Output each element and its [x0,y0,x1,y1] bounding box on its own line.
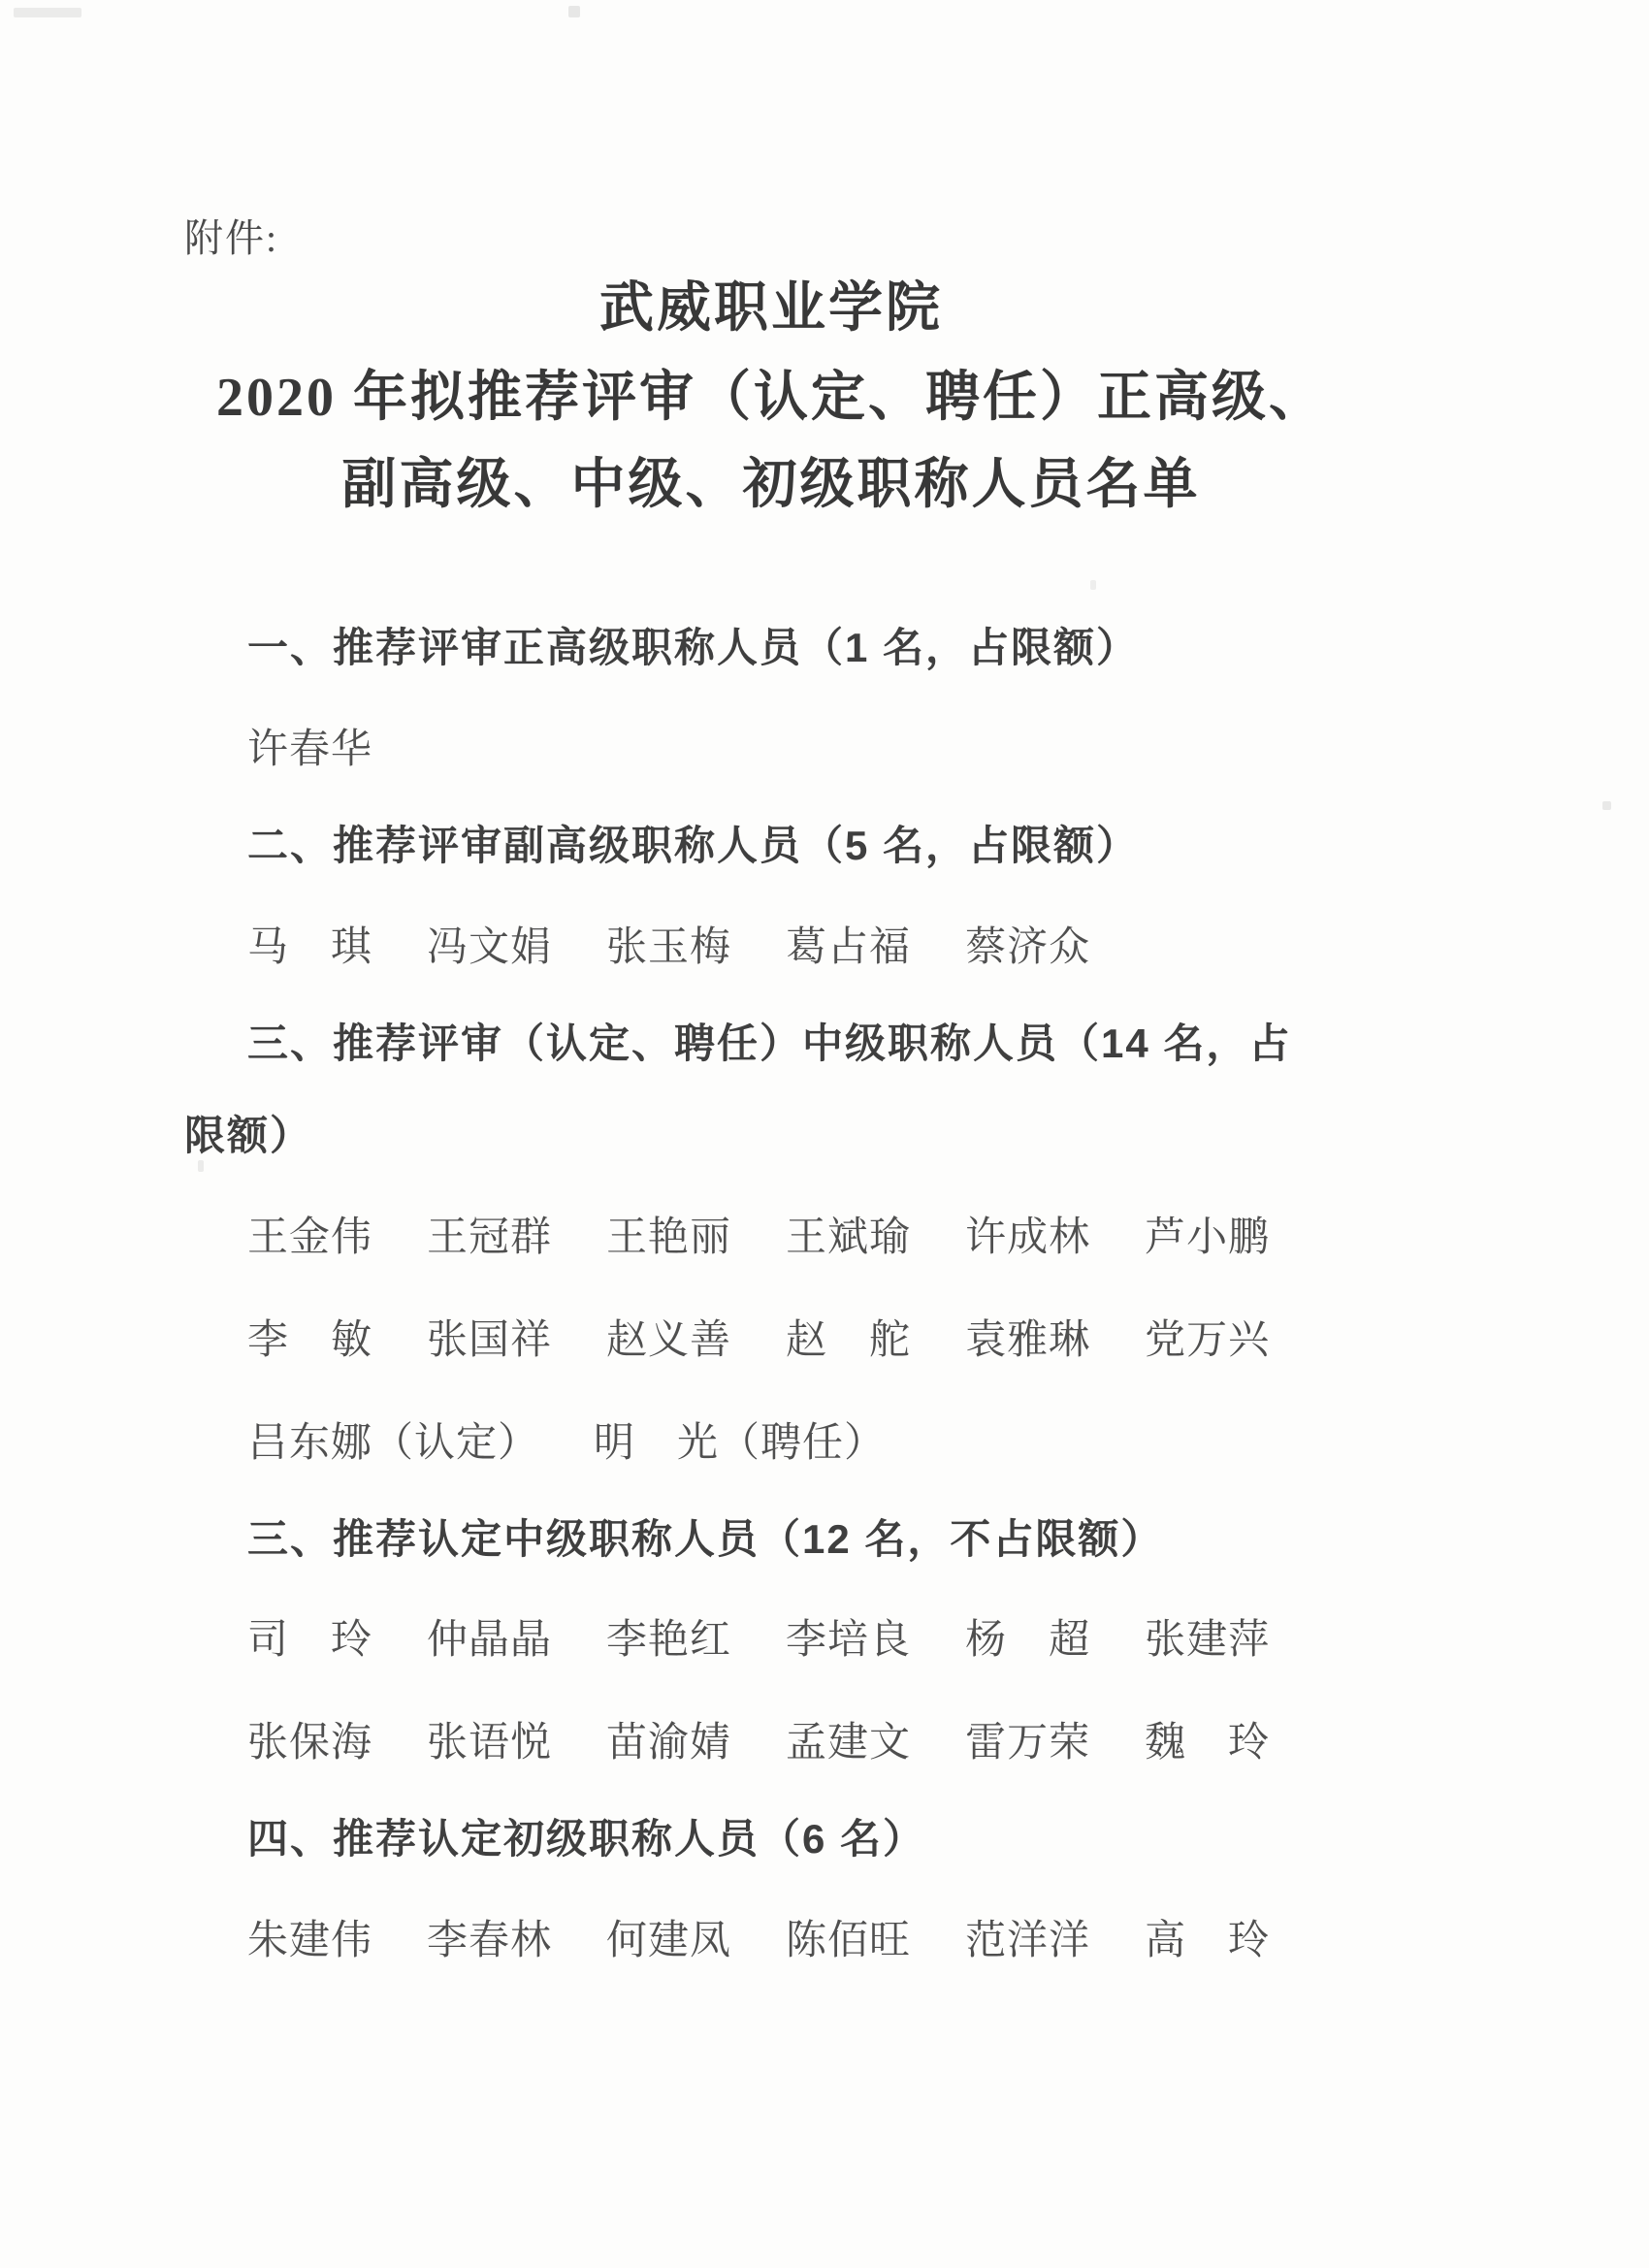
scan-artifact [14,8,81,17]
section-2-names-row [184,915,1358,973]
section-3-heading: 三、推荐评审（认定、聘任）中级职称人员（14 名，占 [247,1020,1292,1066]
person-name: 蔡济众 [965,924,1091,970]
scan-artifact [1602,801,1611,810]
person-name: 李 敏 [247,1317,373,1363]
person-name: 魏 玲 [1145,1721,1271,1766]
person-name: 芦小鹏 [1145,1215,1271,1260]
section-4-names-row [184,1908,1358,1966]
section-3-names-row-3 [184,1410,1358,1469]
person-name: 王艳丽 [606,1215,732,1260]
person-name: 王斌瑜 [786,1215,912,1260]
person-name: 范洋洋 [965,1918,1091,1963]
section-3-names-row-1 [184,1205,1358,1263]
person-name: 袁雅琳 [965,1317,1091,1363]
person-name: 李春林 [427,1918,553,1963]
section-3b-heading: 三、推荐认定中级职称人员（12 名，不占限额） [247,1515,1164,1562]
person-name: 仲晶晶 [427,1618,553,1664]
person-name: 许成林 [965,1215,1091,1260]
person-name: 李艳红 [606,1618,732,1664]
document-title-line-2: 2020 年拟推荐评审（认定、聘任）正高级、 [216,368,1326,429]
person-name: 赵义善 [606,1317,732,1363]
section-1-names-row [184,717,1358,775]
document-content [184,0,1358,1966]
section-1-heading: 一、推荐评审正高级职称人员（1 名，占限额） [247,625,1140,671]
document-title-line-1: 武威职业学院 [599,278,943,340]
section-3b-names-row-2 [184,1710,1358,1768]
section-3-names-row-2 [184,1308,1358,1366]
person-name: 张国祥 [427,1317,553,1363]
person-name: 杨 超 [965,1618,1091,1664]
person-name: 孟建文 [786,1721,912,1766]
person-name: 马 琪 [247,924,373,970]
person-name: 李培良 [786,1618,912,1664]
document-title-line-3: 副高级、中级、初级职称人员名单 [341,455,1201,516]
person-name: 朱建伟 [247,1918,373,1963]
person-name: 张建萍 [1145,1618,1271,1664]
person-name: 冯文娟 [427,924,553,970]
person-name: 张玉梅 [606,924,732,970]
section-3-heading-continuation: 限额） [184,1113,313,1159]
section-4-heading: 四、推荐认定初级职称人员（6 名） [247,1816,926,1863]
person-name: 吕东娜（认定） [247,1420,540,1466]
person-name: 张语悦 [427,1721,553,1766]
person-name: 陈佰旺 [786,1918,912,1963]
person-name: 何建凤 [606,1918,732,1963]
attachment-label: 附件: [184,216,279,260]
person-name: 党万兴 [1145,1317,1271,1363]
person-name: 赵 舵 [786,1317,912,1363]
person-name: 司 玲 [247,1618,373,1664]
person-name: 明 光（聘任） [594,1420,887,1466]
person-name: 张保海 [247,1721,373,1766]
section-3b-names-row-1 [184,1607,1358,1666]
section-2-heading: 二、推荐评审副高级职称人员（5 名，占限额） [247,822,1140,868]
person-name: 王冠群 [427,1215,553,1260]
person-name: 雷万荣 [965,1721,1091,1766]
person-name: 许春华 [247,727,373,772]
person-name: 王金伟 [247,1215,373,1260]
person-name: 高 玲 [1145,1918,1271,1963]
person-name: 葛占福 [786,924,912,970]
person-name: 苗渝婧 [606,1721,732,1766]
